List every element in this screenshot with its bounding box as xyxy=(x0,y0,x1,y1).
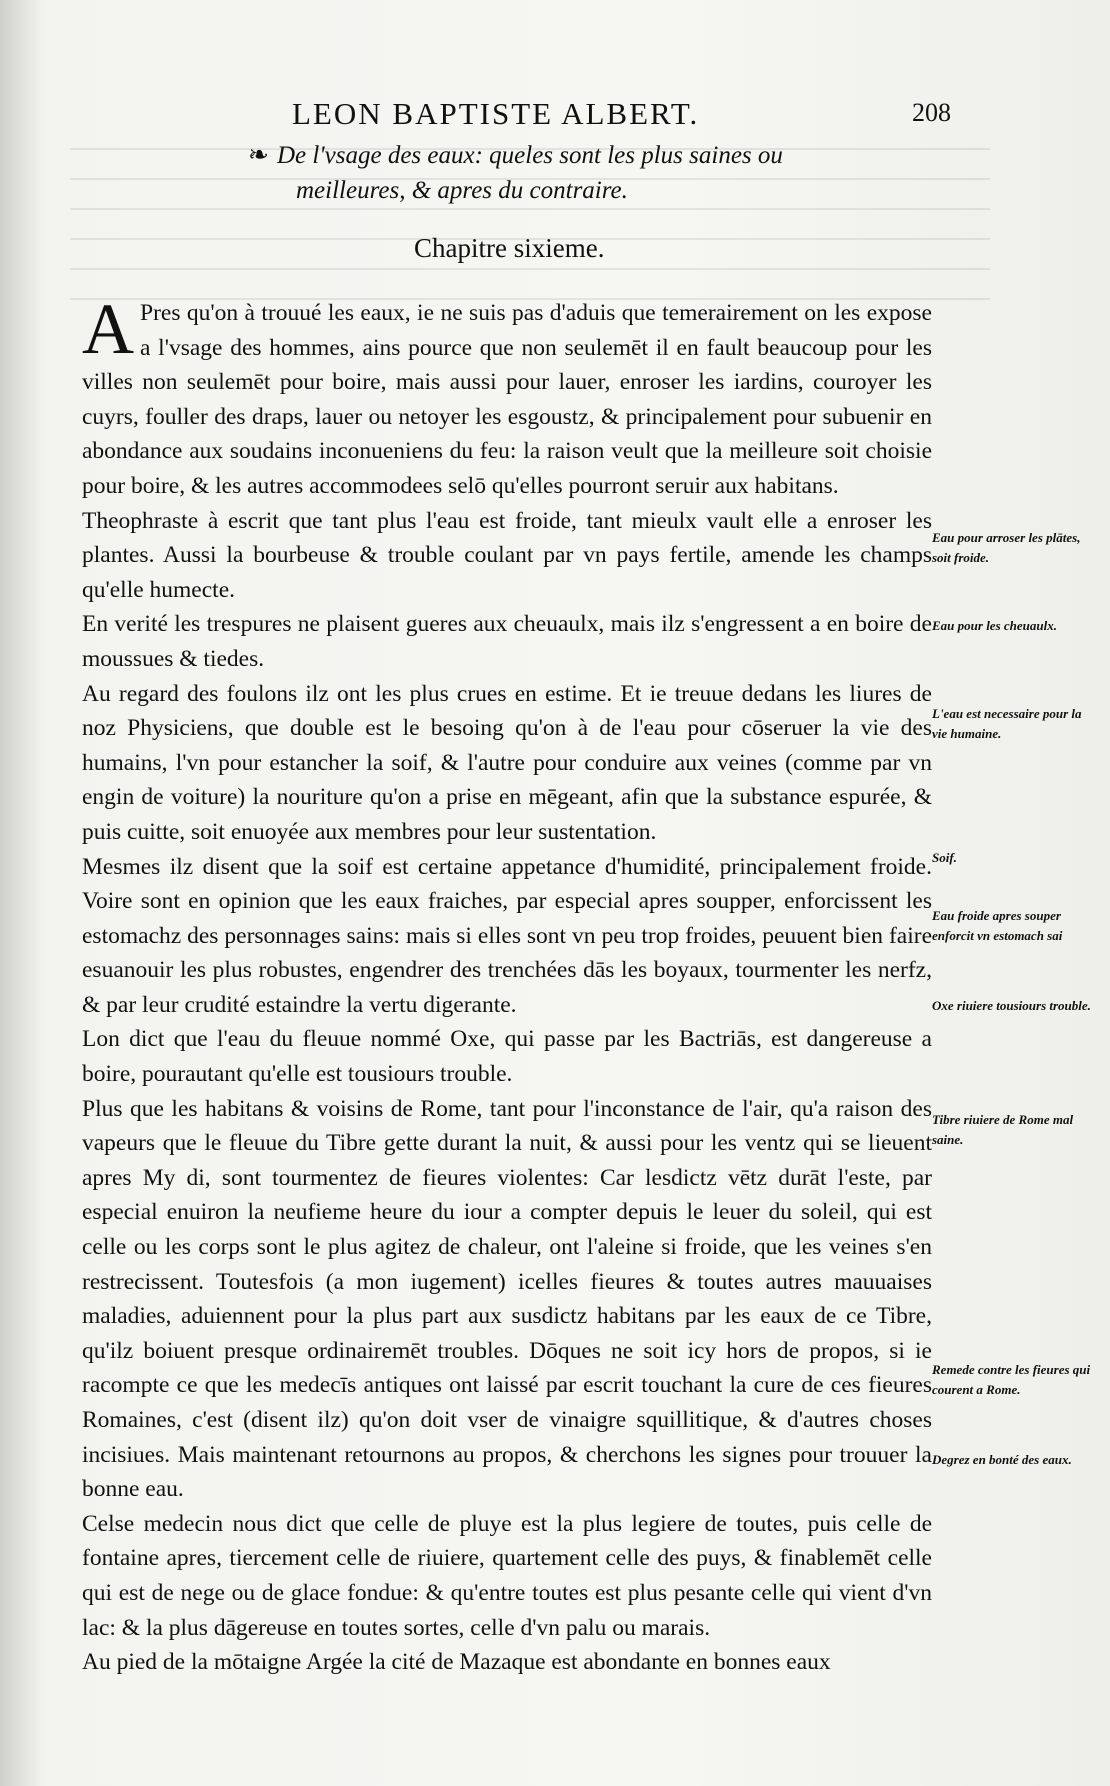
margin-note: Soif. xyxy=(932,850,957,865)
paragraph: Theophraste à escrit que tant plus l'eau est froide, tant mieulx vault elle a enroser les plantes. Aussi la bourbeuse & trouble coulant par vn pays fertile, amende les champs qu'elle humecte. xyxy=(82,507,932,603)
paragraph: Celse medecin nous dict que celle de pluye est la plus legiere de toutes, puis celle de fontaine apres, tiercement celle de riuiere, quartement celle des puys, & finablemēt celle qui est de nege ou de glace fondue: & qu'entre toutes est plus pesante celle qui vient d'vn lac: & la plus dāgereuse en toutes sortes, celle d'vn palu ou marais. xyxy=(82,1510,932,1641)
paragraph: Au pied de la mōtaigne Argée la cité de Mazaque est abondante en bonnes eaux xyxy=(82,1649,831,1676)
drop-cap: A xyxy=(82,289,134,369)
paragraph: Lon dict que l'eau du fleuue nommé Oxe, qui passe par les Bactriās, est dangereuse a boire, pourautant qu'elle est tousiours trouble. xyxy=(82,1026,932,1088)
paragraph: A Pres qu'on à trouué les eaux, ie ne suis pas d'aduis que temerairement on les expose a l'vsage des hommes, ains pource que non seulemēt il en fault beaucoup pour les villes non seulemēt pour boire, mais aussi pour lauer, enroser les iardins, couroyer les cuyrs, fouller des draps, lauer ou netoyer les esgoustz, & principalement pour subuenir en abondance aux soudains inconueniens du feu: la raison veult que la meilleure soit choisie pour boire, & les autres accommodees selō qu'elles pourront seruir aux habitans. xyxy=(82,289,932,499)
running-title: LEON BAPTISTE ALBERT. xyxy=(292,96,700,131)
paragraph: Plus que les habitans & voisins de Rome, tant pour l'inconstance de l'air, qu'a raison des vapeurs que le fleuue du Tibre gette durant la nuit, & aussi pour les ventz qui se lieuent apres My di, sont tourmentez de fieures violentes: Car lesdictz vētz durāt l'este, par especial enuiron la neufieme heure du iour a compter depuis le leuer du soleil, qui est celle ou les corps sont le plus agitez de chaleur, ont l'aleine si froide, que les veines s'en restrecissent. Toutesfois (a mon iugement) icelles fieures & toutes autres mauuaises maladies, aduiennent pour la plus part aux susdictz habitans par les eaux de ce Tibre, qu'ilz boiuent presque ordinairemēt troubles. Dōques ne soit icy hors de propos, si ie racompte ce que les medecīs antiques ont laissé par escrit touchant la cure de ces fieures Romaines, c'est (disent ilz) qu'on doit vser de vinaigre squillitique, & d'autres choses incisiues. Mais maintenant retournons au propos, & cherchons les signes pour trouuer la bonne eau. xyxy=(82,1095,932,1503)
page-number: 208 xyxy=(912,98,951,127)
fleuron-icon: ❧ xyxy=(248,142,269,169)
section-title-line2: meilleures, & apres du contraire. xyxy=(296,177,628,204)
page-header xyxy=(0,96,1110,136)
margin-note: Oxe riuiere tousiours trouble. xyxy=(932,998,1091,1013)
margin-note: Eau pour arroser les plātes, soit froide. xyxy=(932,530,1081,565)
margin-note: Degrez en bonté des eaux. xyxy=(932,1452,1072,1467)
paragraph: Mesmes ilz disent que la soif est certaine appetance d'humidité, principalement froide. Voire sont en opinion que les eaux fraiches, par especial apres soupper, enforcissent les estomachz des personnages sains: mais si elles sont vn peu trop froides, peuuent bien faire esuanouir les plus robustes, engendrer des trenchées dās les boyaux, tourmenter les nerfz, & par leur crudité estaindre la vertu digerante. xyxy=(82,853,932,1018)
margin-note: Eau froide apres souper enforcit vn estomach sai xyxy=(932,908,1063,943)
paragraph: Au regard des foulons ilz ont les plus crues en estime. Et ie treuue dedans les liures de noz Physiciens, que double est le besoing qu'on à de l'eau pour cōseruer la vie des humains, l'vn pour estancher la soif, & l'autre pour conduire aux veines (comme par vn engin de voiture) la nouriture qu'on a prise en mēgeant, afin que la substance espurée, & puis cuitte, soit enuoyée aux membres pour leur sustentation. xyxy=(82,680,932,845)
section-title xyxy=(248,138,868,208)
paragraph: En verité les trespures ne plaisent gueres aux cheuaulx, mais ilz s'engressent a en boire de moussues & tiedes. xyxy=(82,611,932,672)
margin-note: Tibre riuiere de Rome mal saine. xyxy=(932,1112,1074,1147)
section-title-line1: De l'vsage des eaux: queles sont les plus saines ou xyxy=(276,142,783,169)
margin-note: Remede contre les fieures qui courent a Rome. xyxy=(932,1362,1091,1397)
margin-note: L'eau est necessaire pour la vie humaine. xyxy=(932,706,1082,741)
chapter-heading: Chapitre sixieme. xyxy=(414,233,605,263)
body-text xyxy=(82,289,932,1680)
margin-note: Eau pour les cheuaulx. xyxy=(932,618,1057,633)
